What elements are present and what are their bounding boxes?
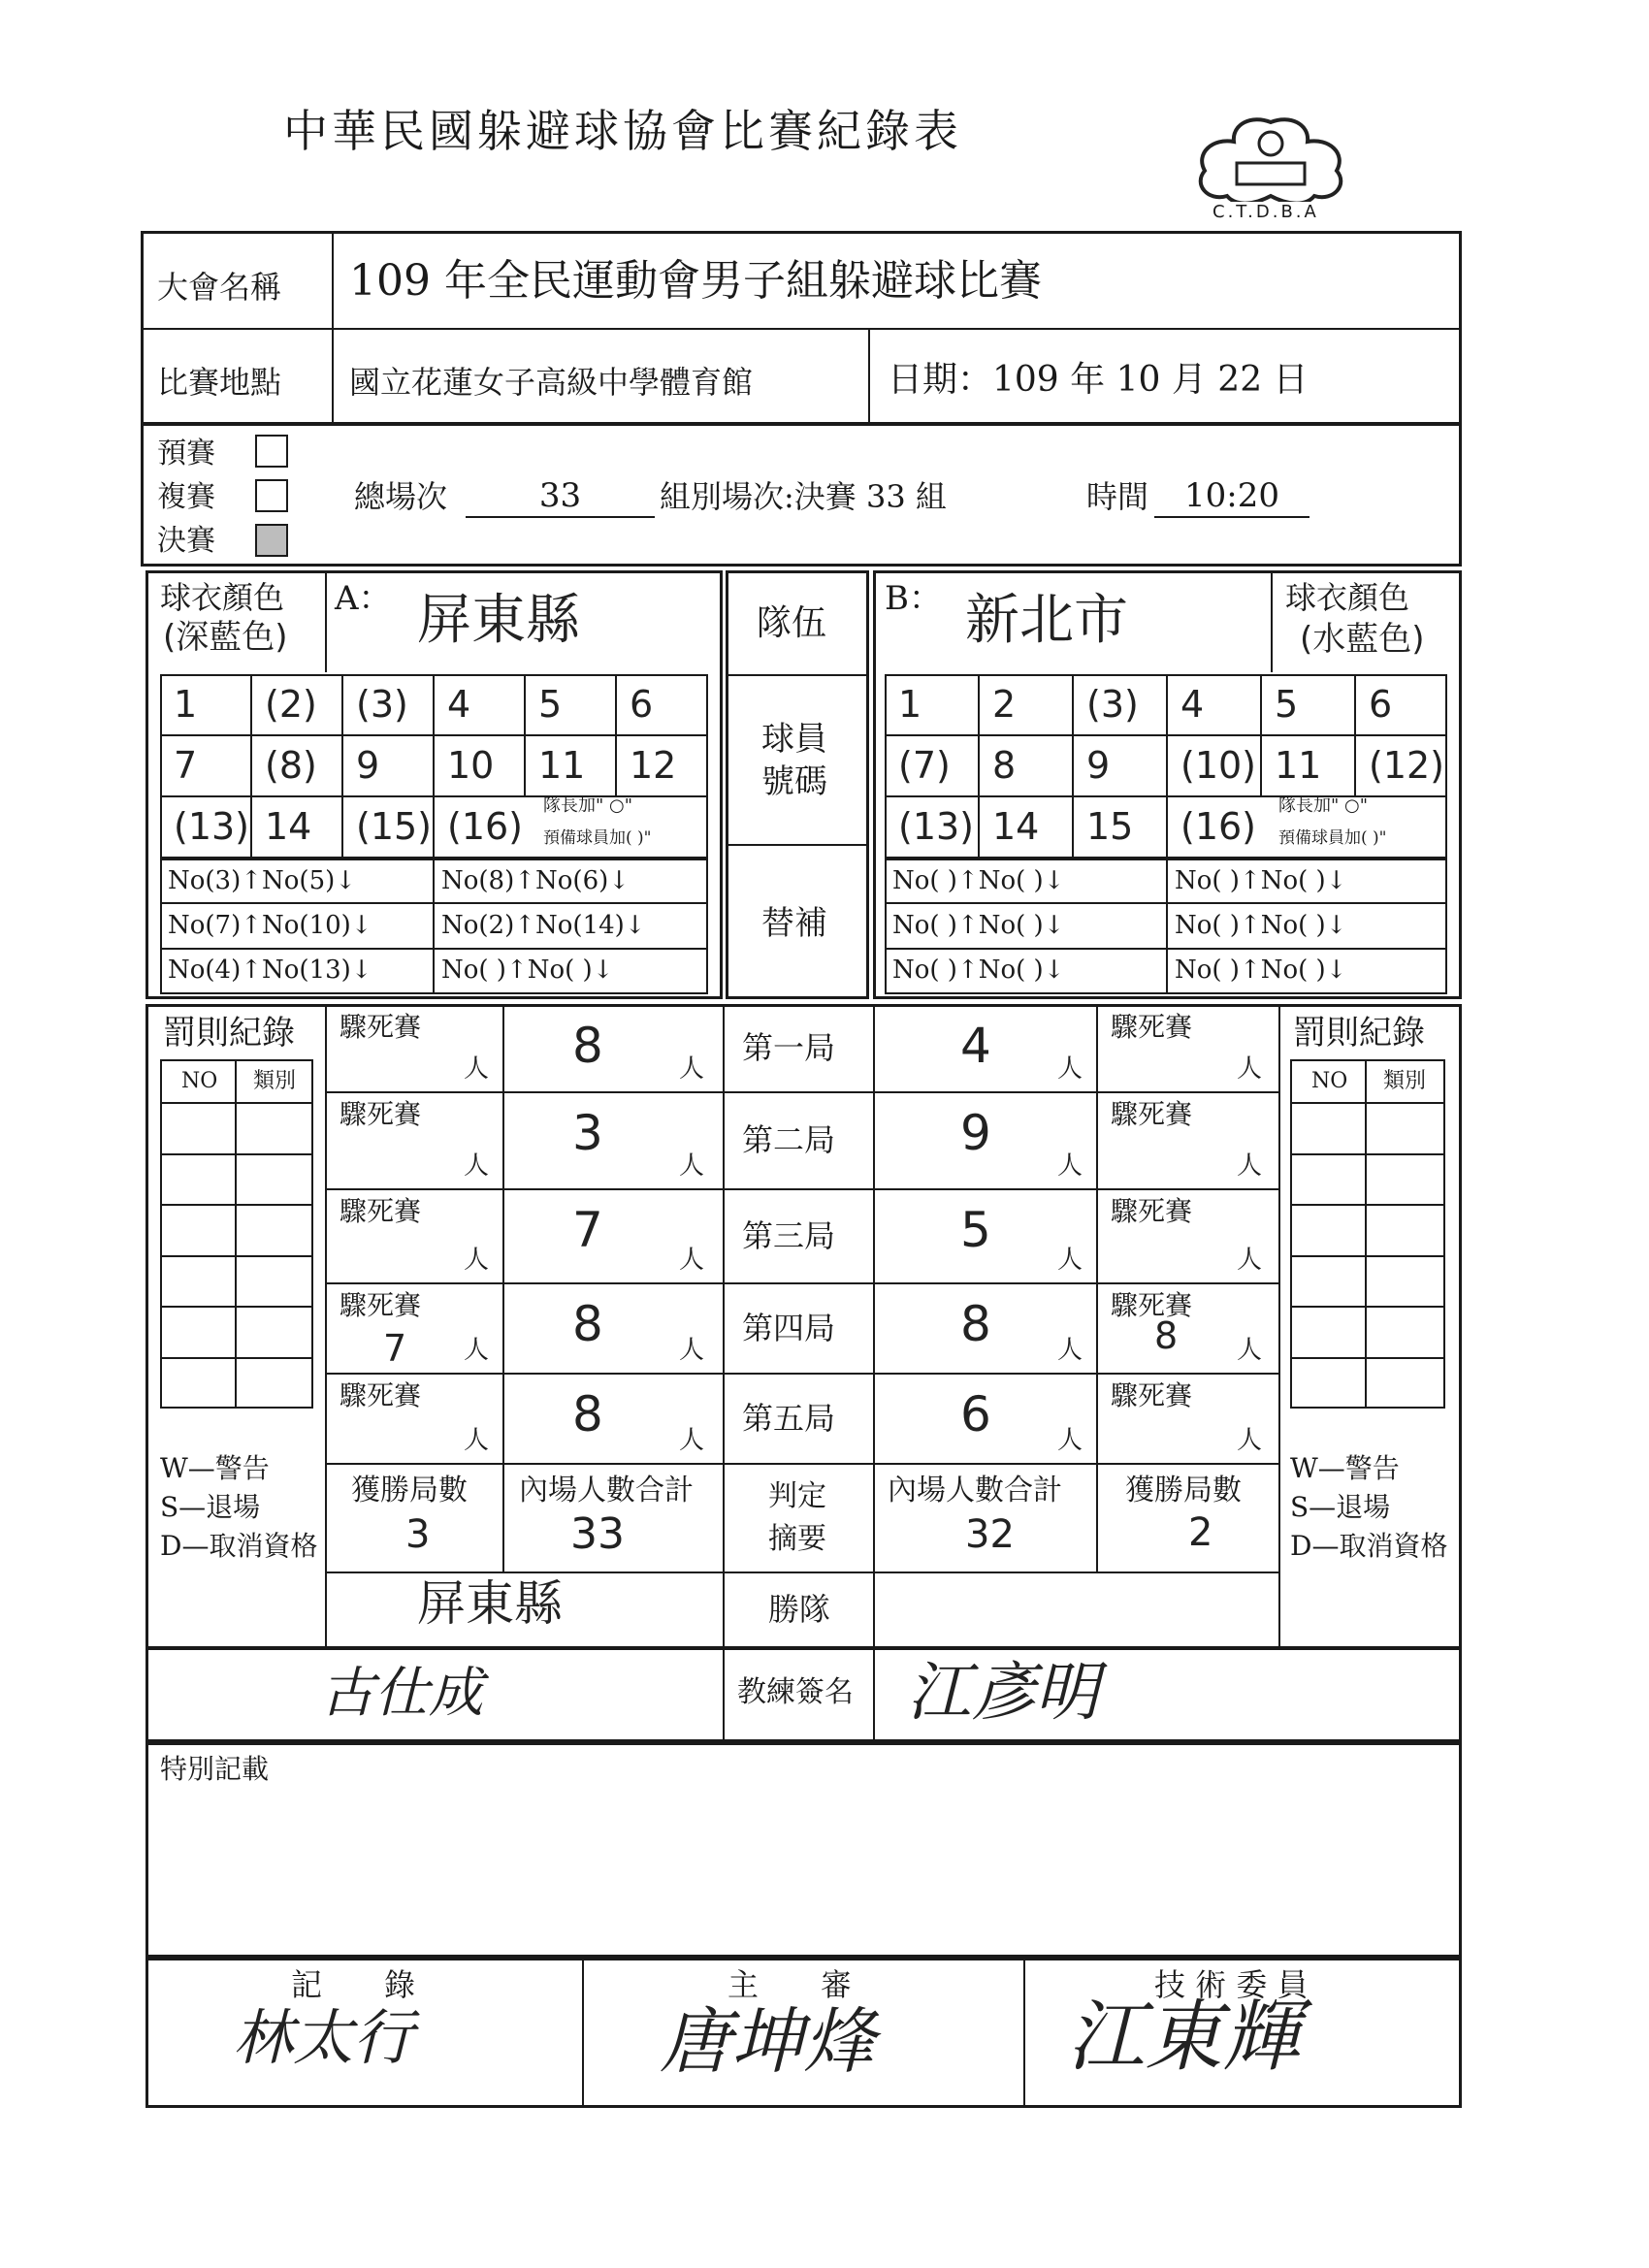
team-a-substitution: No(2)↑No(14)↓ bbox=[441, 911, 646, 940]
team-a-substitution: No(4)↑No(13)↓ bbox=[168, 956, 372, 985]
subs-label: 替補 bbox=[761, 904, 827, 943]
team-a-sudden-death-label: 驟死賽 bbox=[340, 1098, 422, 1130]
semi-checkbox[interactable] bbox=[255, 479, 288, 512]
team-b-substitution: No( )↑No( )↓ bbox=[1175, 911, 1347, 940]
penalty-a-title: 罰則紀錄 bbox=[163, 1014, 295, 1053]
referee-label: 主 審 bbox=[728, 1966, 853, 2003]
team-a-set-count: 8 bbox=[572, 1018, 603, 1074]
set-name: 第四局 bbox=[742, 1309, 836, 1346]
team-b-sudden-death-label: 驟死賽 bbox=[1111, 1195, 1193, 1227]
team-a-player-number: (2) bbox=[265, 683, 317, 726]
team-b-set-person-unit: 人 bbox=[1057, 1151, 1083, 1181]
stage-semi-label: 複賽 bbox=[157, 480, 215, 514]
team-a-set-person-unit: 人 bbox=[679, 1336, 705, 1365]
team-a-total-label: 內場人數合計 bbox=[519, 1474, 694, 1507]
numbers-label: 球員號碼 bbox=[761, 720, 827, 802]
team-b-person-unit: 人 bbox=[1237, 1246, 1263, 1275]
event-name-label: 大會名稱 bbox=[157, 269, 282, 306]
team-a-reserve-note: 預備球員加( )" bbox=[543, 828, 652, 848]
team-a-player-number: 11 bbox=[538, 744, 586, 787]
team-b-total: 32 bbox=[965, 1512, 1015, 1557]
plum-blossom-icon bbox=[1183, 114, 1358, 202]
team-a-substitution: No( )↑No( )↓ bbox=[441, 956, 614, 985]
team-b-player-number: (12) bbox=[1369, 744, 1445, 787]
team-a-player-number: 9 bbox=[356, 744, 380, 787]
penalty-b-table bbox=[1290, 1059, 1445, 1409]
team-a-person-unit: 人 bbox=[464, 1246, 490, 1275]
team-a-player-number: (15) bbox=[356, 805, 433, 848]
penalty-b-legend-w: W—警告 bbox=[1290, 1452, 1400, 1484]
team-a-player-number: 12 bbox=[630, 744, 677, 787]
match-date: 日期：109 年 10 月 22 日 bbox=[888, 360, 1309, 400]
penalty-a-col-type: 類別 bbox=[253, 1069, 297, 1093]
team-a-person-unit: 人 bbox=[464, 1426, 490, 1455]
team-b-person-unit: 人 bbox=[1237, 1151, 1263, 1181]
penalty-a-table bbox=[160, 1059, 313, 1409]
form-title: 中華民國躲避球協會比賽紀錄表 bbox=[283, 105, 962, 157]
recorder-signature: 林太行 bbox=[233, 2002, 414, 2073]
logo-text: C.T.D.B.A bbox=[1212, 202, 1319, 222]
stage-prelim-label: 預賽 bbox=[157, 437, 215, 470]
team-a-substitution: No(8)↑No(6)↓ bbox=[441, 866, 630, 895]
special-notes-box bbox=[146, 1742, 1462, 1958]
team-a-set-count: 7 bbox=[572, 1202, 603, 1258]
team-b-player-number: (10) bbox=[1180, 744, 1257, 787]
event-name: 109 年全民運動會男子組躲避球比賽 bbox=[349, 256, 1042, 306]
team-b-person-unit: 人 bbox=[1237, 1336, 1263, 1365]
team-b-player-number: 2 bbox=[992, 683, 1017, 726]
team-b-set-count: 9 bbox=[960, 1105, 991, 1161]
team-a-sudden-death-label: 驟死賽 bbox=[340, 1379, 422, 1411]
team-a-set-person-unit: 人 bbox=[679, 1151, 705, 1181]
penalty-a-legend-d: D—取消資格 bbox=[160, 1530, 318, 1562]
team-a-player-number: 14 bbox=[265, 805, 312, 848]
team-a-set-count: 8 bbox=[572, 1386, 603, 1442]
team-b-substitution: No( )↑No( )↓ bbox=[1175, 956, 1347, 985]
team-b-reserve-note: 預備球員加( )" bbox=[1278, 828, 1387, 848]
team-a-wins-label: 獲勝局數 bbox=[351, 1474, 468, 1507]
team-b-sudden-death-label: 驟死賽 bbox=[1111, 1289, 1193, 1321]
coach-label: 教練簽名 bbox=[737, 1675, 854, 1709]
tech-signature: 江東輝 bbox=[1067, 1992, 1300, 2082]
penalty-b-col-no: NO bbox=[1311, 1069, 1348, 1093]
time-label: 時間 bbox=[1086, 478, 1149, 515]
time-value: 10:20 bbox=[1154, 479, 1310, 518]
penalty-b-legend-d: D—取消資格 bbox=[1290, 1530, 1448, 1562]
team-b-total-label: 內場人數合計 bbox=[888, 1474, 1062, 1507]
team-a-set-person-unit: 人 bbox=[679, 1246, 705, 1275]
team-a-set-count: 8 bbox=[572, 1296, 603, 1352]
team-b-substitution: No( )↑No( )↓ bbox=[892, 956, 1065, 985]
team-a-prefix: A： bbox=[335, 579, 392, 618]
team-a-player-number: 10 bbox=[447, 744, 495, 787]
winner-team: 屏東縣 bbox=[417, 1575, 563, 1632]
penalty-a-col-no: NO bbox=[181, 1069, 218, 1093]
set-name: 第五局 bbox=[742, 1399, 836, 1437]
team-b-sudden-count: 8 bbox=[1154, 1314, 1179, 1357]
team-b-player-number: 6 bbox=[1369, 683, 1393, 726]
team-a-substitution: No(7)↑No(10)↓ bbox=[168, 911, 372, 940]
team-b-set-person-unit: 人 bbox=[1057, 1426, 1083, 1455]
team-a-sudden-death-label: 驟死賽 bbox=[340, 1195, 422, 1227]
set-name: 第二局 bbox=[742, 1121, 836, 1158]
team-b-set-person-unit: 人 bbox=[1057, 1336, 1083, 1365]
team-b-person-unit: 人 bbox=[1237, 1054, 1263, 1084]
team-b-jersey-color: (水藍色) bbox=[1300, 620, 1425, 659]
recorder-label: 記 錄 bbox=[291, 1966, 416, 2003]
team-b-player-number: 4 bbox=[1180, 683, 1205, 726]
prelim-checkbox[interactable] bbox=[255, 435, 288, 468]
team-b-wins-label: 獲勝局數 bbox=[1125, 1474, 1242, 1507]
team-b-captain-note: 隊長加" ○" bbox=[1278, 795, 1368, 816]
team-b-player-number: 9 bbox=[1086, 744, 1111, 787]
team-b-sudden-death-label: 驟死賽 bbox=[1111, 1379, 1193, 1411]
team-b-set-person-unit: 人 bbox=[1057, 1246, 1083, 1275]
team-b-player-number: (16) bbox=[1180, 805, 1257, 848]
judge-label: 判定 bbox=[768, 1479, 826, 1513]
team-a-person-unit: 人 bbox=[464, 1336, 490, 1365]
team-a-player-number: (8) bbox=[265, 744, 317, 787]
team-b-substitution: No( )↑No( )↓ bbox=[1175, 866, 1347, 895]
summary-label: 摘要 bbox=[768, 1522, 826, 1556]
team-a-player-number: 7 bbox=[174, 744, 198, 787]
team-a-name: 屏東縣 bbox=[417, 589, 580, 652]
set-name: 第一局 bbox=[742, 1029, 836, 1066]
team-label: 隊伍 bbox=[757, 603, 827, 643]
referee-signature: 唐坤烽 bbox=[660, 2000, 875, 2084]
final-checkbox[interactable] bbox=[255, 524, 288, 557]
team-a-total: 33 bbox=[570, 1509, 625, 1559]
team-b-set-count: 8 bbox=[960, 1296, 991, 1352]
penalty-a-legend-s: S—退場 bbox=[160, 1491, 261, 1523]
winner-label: 勝隊 bbox=[768, 1591, 831, 1628]
team-b-player-number: 11 bbox=[1275, 744, 1322, 787]
team-a-jersey-label: 球衣顏色 bbox=[160, 579, 285, 616]
team-b-player-number: 14 bbox=[992, 805, 1040, 848]
team-b-player-number: 15 bbox=[1086, 805, 1134, 848]
coach-b-signature: 江彥明 bbox=[907, 1655, 1099, 1730]
group-match-label: 組別場次:決賽 33 組 bbox=[660, 478, 947, 515]
team-a-player-number: (3) bbox=[356, 683, 408, 726]
association-logo bbox=[1183, 114, 1358, 231]
venue-label: 比賽地點 bbox=[157, 364, 282, 401]
team-b-player-number: (7) bbox=[898, 744, 951, 787]
team-b-wins: 2 bbox=[1188, 1510, 1213, 1555]
team-a-player-number: 5 bbox=[538, 683, 563, 726]
team-a-captain-note: 隊長加" ○" bbox=[543, 795, 632, 816]
team-a-player-number: (13) bbox=[174, 805, 250, 848]
stage-final-label: 決賽 bbox=[157, 524, 215, 558]
team-a-player-number: 6 bbox=[630, 683, 654, 726]
team-a-person-unit: 人 bbox=[464, 1151, 490, 1181]
team-a-wins: 3 bbox=[405, 1512, 431, 1557]
team-b-set-count: 6 bbox=[960, 1386, 991, 1442]
team-b-sudden-death-label: 驟死賽 bbox=[1111, 1011, 1193, 1043]
penalty-b-legend-s: S—退場 bbox=[1290, 1491, 1391, 1523]
coach-a-signature: 古仕成 bbox=[320, 1662, 483, 1725]
team-a-set-person-unit: 人 bbox=[679, 1426, 705, 1455]
team-b-sudden-death-label: 驟死賽 bbox=[1111, 1098, 1193, 1130]
team-a-player-number: (16) bbox=[447, 805, 524, 848]
team-b-set-count: 5 bbox=[960, 1202, 991, 1258]
special-notes-label: 特別記載 bbox=[160, 1753, 270, 1785]
team-b-person-unit: 人 bbox=[1237, 1426, 1263, 1455]
team-b-jersey-label: 球衣顏色 bbox=[1285, 579, 1410, 616]
team-a-jersey-color: (深藍色) bbox=[163, 618, 288, 657]
team-b-player-number: 8 bbox=[992, 744, 1017, 787]
team-a-sudden-death-label: 驟死賽 bbox=[340, 1289, 422, 1321]
team-b-set-count: 4 bbox=[960, 1018, 991, 1074]
team-a-substitution: No(3)↑No(5)↓ bbox=[168, 866, 357, 895]
team-b-player-number: 5 bbox=[1275, 683, 1299, 726]
team-b-player-number: 1 bbox=[898, 683, 922, 726]
venue-name: 國立花蓮女子高級中學體育館 bbox=[349, 364, 754, 401]
team-a-set-person-unit: 人 bbox=[679, 1054, 705, 1084]
team-a-player-number: 4 bbox=[447, 683, 471, 726]
team-b-substitution: No( )↑No( )↓ bbox=[892, 911, 1065, 940]
team-b-name: 新北市 bbox=[965, 589, 1128, 652]
team-b-set-person-unit: 人 bbox=[1057, 1054, 1083, 1084]
penalty-a-legend-w: W—警告 bbox=[160, 1452, 270, 1484]
team-b-player-number: (13) bbox=[898, 805, 975, 848]
penalty-b-col-type: 類別 bbox=[1383, 1069, 1427, 1093]
penalty-b-title: 罰則紀錄 bbox=[1293, 1014, 1425, 1053]
set-name: 第三局 bbox=[742, 1216, 836, 1254]
team-a-sudden-death-label: 驟死賽 bbox=[340, 1011, 422, 1043]
tech-label: 技 術 委 員 bbox=[1154, 1966, 1309, 2003]
team-a-person-unit: 人 bbox=[464, 1054, 490, 1084]
total-match-label: 總場次 bbox=[354, 478, 448, 515]
team-b-substitution: No( )↑No( )↓ bbox=[892, 866, 1065, 895]
total-match-value: 33 bbox=[466, 479, 655, 518]
team-b-prefix: B： bbox=[885, 579, 942, 618]
team-a-player-number: 1 bbox=[174, 683, 198, 726]
team-a-sudden-count: 7 bbox=[383, 1327, 407, 1370]
team-a-set-count: 3 bbox=[572, 1105, 603, 1161]
team-b-player-number: (3) bbox=[1086, 683, 1139, 726]
